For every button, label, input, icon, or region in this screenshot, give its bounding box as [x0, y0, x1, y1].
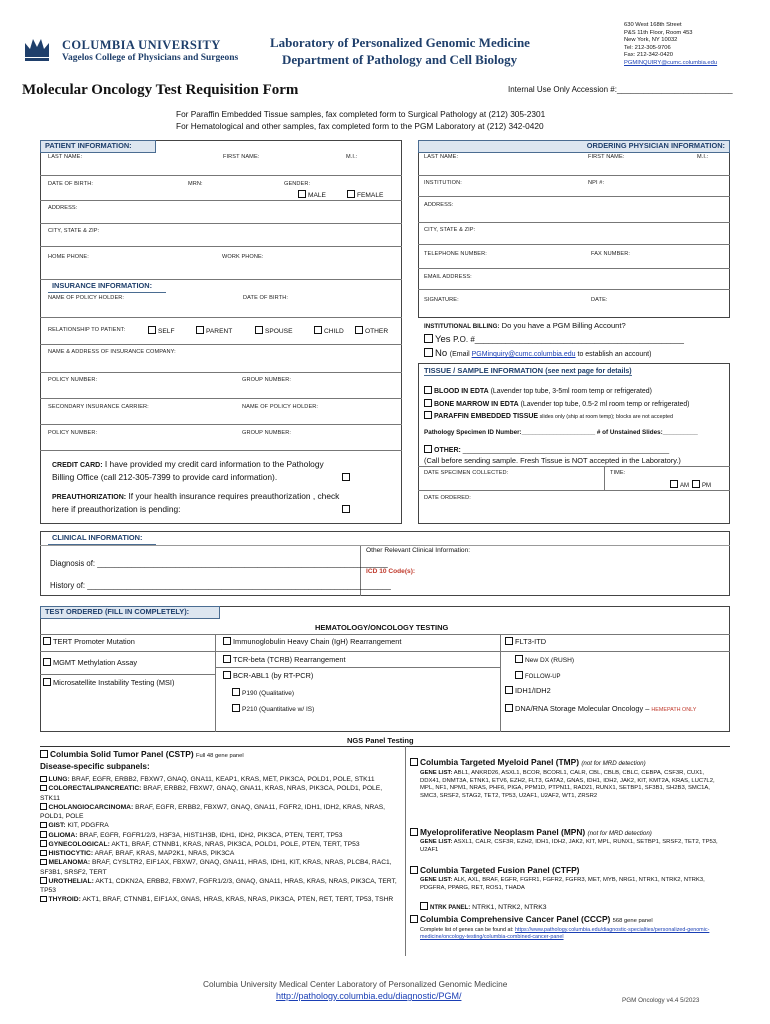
physician-mi-label: M.I.:: [697, 154, 709, 160]
form-version: PGM Oncology v4.4 5/2023: [622, 997, 700, 1004]
policy-number-label: POLICY NUMBER:: [48, 377, 98, 383]
policy-holder-label: NAME OF POLICY HOLDER:: [48, 295, 125, 301]
new-dx-checkbox[interactable]: [515, 655, 523, 663]
ntrk-checkbox[interactable]: [420, 902, 428, 910]
credit-card-checkbox[interactable]: [342, 473, 350, 481]
relationship-parent-option[interactable]: PARENT: [196, 326, 232, 336]
subpanel-checkbox[interactable]: [40, 822, 47, 829]
subpanel-checkbox[interactable]: [40, 803, 47, 810]
history-field[interactable]: History of: ______________________________________________________________________: [50, 581, 391, 590]
follow-up-checkbox[interactable]: [515, 671, 523, 679]
physician-last-name-label: LAST NAME:: [424, 154, 459, 160]
lab-address: [624, 22, 717, 67]
mgmt-option[interactable]: MGMT Methylation Assay: [43, 658, 137, 666]
fax-number-label: FAX NUMBER:: [591, 251, 631, 257]
pm-option[interactable]: PM: [692, 480, 711, 489]
subpanel-checkbox[interactable]: [40, 850, 47, 857]
ctfp-option[interactable]: Columbia Targeted Fusion Panel (CTFP): [410, 866, 579, 874]
disease-subpanels-label: Disease-specific subpanels:: [40, 762, 150, 771]
subpanel-option[interactable]: COLORECTAL/PANCREATIC: BRAF, ERBB2, FBXW7, GNAQ, GNA11, KRAS, NRAS, PIK3CA, POLD1, POLE, STK11: [40, 785, 383, 802]
npi-label: NPI #:: [588, 180, 605, 186]
policy-number-2-label: POLICY NUMBER:: [48, 430, 98, 436]
insurance-dob-label: DATE OF BIRTH:: [243, 295, 289, 301]
internal-use-accession: Internal Use Only Accession #:__________________________: [508, 85, 733, 94]
subpanel-checkbox[interactable]: [40, 831, 47, 838]
preauthorization-note: PREAUTHORIZATION: If your health insurance requires preauthorization , check: [52, 491, 340, 501]
clinical-info-header: CLINICAL INFORMATION:: [48, 533, 156, 545]
subpanel-list: [40, 775, 400, 905]
icd10-code-label: ICD 10 Code(s):: [366, 568, 416, 575]
address-line: P&S 11th Floor, Room 453: [624, 29, 693, 36]
address-line: 630 West 168th Street: [624, 22, 682, 28]
relationship-other-option[interactable]: OTHER: [355, 326, 388, 336]
dna-rna-storage-checkbox[interactable]: [505, 704, 513, 712]
footer-institution: Columbia University Medical Center Laboratory of Personalized Genomic Medicine: [203, 979, 508, 989]
relationship-spouse-option[interactable]: SPOUSE: [255, 326, 292, 336]
patient-city-label: CITY, STATE & ZIP:: [48, 228, 100, 234]
flt3-option[interactable]: FLT3-ITD: [505, 637, 546, 645]
patient-last-name-label: LAST NAME:: [48, 154, 83, 160]
fax-note-hematological: For Hematological and other samples, fax completed form to the PGM Laboratory at (212) 342-0420: [176, 121, 544, 131]
columbia-crown-icon: [22, 33, 52, 63]
billing-yes-checkbox[interactable]: [424, 334, 433, 343]
blood-edta-checkbox[interactable]: [424, 386, 432, 394]
igh-option[interactable]: Immunoglobulin Heavy Chain (IgH) Rearrangement: [223, 637, 401, 645]
ctfp-checkbox[interactable]: [410, 866, 418, 874]
work-phone-label: WORK PHONE:: [222, 254, 264, 260]
phone-line: Tel: 212-305-9706: [624, 44, 671, 51]
billing-no-checkbox[interactable]: [424, 348, 433, 357]
time-label: TIME:: [610, 470, 626, 476]
telephone-label: TELEPHONE NUMBER:: [424, 251, 487, 257]
subpanel-checkbox[interactable]: [40, 776, 47, 783]
tmp-option[interactable]: Columbia Targeted Myeloid Panel (TMP) (not for MRD detection): [410, 758, 646, 767]
patient-info-header: PATIENT INFORMATION:: [40, 140, 156, 153]
cccp-checkbox[interactable]: [410, 915, 418, 923]
bcr-abl1-checkbox[interactable]: [223, 671, 231, 679]
footer-pgm-link[interactable]: http://pathology.columbia.edu/diagnostic/PGM/: [276, 991, 462, 1001]
new-dx-option[interactable]: New DX (RUSH): [515, 655, 574, 665]
gender-male-option[interactable]: MALE: [298, 190, 326, 200]
date-label: DATE:: [591, 297, 608, 303]
other-relevant-clinical-label: Other Relevant Clinical Information:: [366, 547, 471, 554]
am-checkbox[interactable]: [670, 480, 678, 488]
subpanel-option[interactable]: GIST: KIT, PDGFRA: [40, 821, 400, 830]
child-checkbox[interactable]: [314, 326, 322, 334]
mpn-checkbox[interactable]: [410, 828, 418, 836]
flt3-checkbox[interactable]: [505, 637, 513, 645]
blood-edta-option[interactable]: BLOOD IN EDTA (Lavender top tube, 3-5ml room temp or refrigerated): [424, 386, 652, 396]
p210-checkbox[interactable]: [232, 704, 240, 712]
spouse-checkbox[interactable]: [255, 326, 263, 334]
subpanel-option[interactable]: LUNG: BRAF, EGFR, ERBB2, FBXW7, GNAQ, GNA11, KEAP1, KRAS, MET, PIK3CA, POLD1, POLE, STK11: [40, 775, 400, 784]
billing-no-option[interactable]: No (Email PGMinquiry@cumc.columbia.edu to establish an account): [424, 348, 651, 359]
tert-checkbox[interactable]: [43, 637, 51, 645]
secondary-carrier-label: SECONDARY INSURANCE CARRIER:: [48, 404, 149, 410]
mpn-option[interactable]: Myeloproliferative Neoplasm Panel (MPN) (not for MRD detection): [410, 828, 652, 837]
patient-mi-label: M.I.:: [346, 154, 358, 160]
bcr-abl1-option[interactable]: BCR-ABL1 (by RT-PCR): [223, 671, 313, 679]
credit-card-note: CREDIT CARD: I have provided my credit card information to the Pathology: [52, 459, 324, 469]
subpanel-option[interactable]: GLIOMA: BRAF, EGFR, FGFR1/2/3, H3F3A, HIST1H3B, IDH1, IDH2, PIK3CA, PTEN, TERT, TP53: [40, 831, 400, 840]
diagnosis-field[interactable]: Diagnosis of: ___________________________________________________________________: [50, 559, 388, 568]
cccp-gene-list-link[interactable]: Complete list of genes can be found at: https://www.pathology.columbia.edu/diagnostic-specialties/personalized-genomic-medicine/oncology-testing/columbia-combined-cancer-panel: [420, 927, 710, 941]
relationship-self-option[interactable]: SELF: [148, 326, 175, 336]
ngs-panel-header: NGS Panel Testing: [347, 736, 414, 745]
fax-line: Fax: 212-342-0420: [624, 52, 673, 59]
subpanel-option[interactable]: THYROID: AKT1, BRAF, CTNNB1, EIF1AX, GNAS, HRAS, KRAS, NRAS, PIK3CA, PTEN, RET, TERT, TP53, TSHR: [40, 895, 400, 904]
college-name: Vagelos College of Physicians and Surgeons: [62, 53, 239, 63]
form-title: Molecular Oncology Test Requisition Form: [22, 82, 299, 98]
bone-marrow-checkbox[interactable]: [424, 399, 432, 407]
idh-option[interactable]: IDH1/IDH2: [505, 686, 551, 694]
physician-address-label: ADDRESS:: [424, 202, 454, 208]
subpanel-checkbox[interactable]: [40, 840, 47, 847]
ctfp-gene-list: GENE LIST: ALK, AXL, BRAF, EGFR, FGFR1, FGFR2, FGFR3, MET, MYB, NRG1, NTRK1, NTRK2, NTRK3, PDGFRA, PPARG, RET, ROS1, THADA: [420, 877, 705, 891]
male-checkbox[interactable]: [298, 190, 306, 198]
subpanel-option[interactable]: CHOLANGIOCARCINOMA: BRAF, EGFR, ERBB2, FBXW7, GNAQ, GNA11, FGFR2, IDH1, IDH2, KRAS, NRAS, POLD1, POLE: [40, 803, 386, 820]
group-number-label: GROUP NUMBER:: [242, 377, 292, 383]
dna-rna-storage-option[interactable]: DNA/RNA Storage Molecular Oncology – HEMEPATH ONLY: [505, 704, 696, 713]
other-sample-option[interactable]: OTHER: _____________________________________________________: [424, 445, 669, 454]
billing-yes-option[interactable]: Yes P.O. #_______________________________________________: [424, 334, 684, 345]
preauthorization-note-2: here if preauthorization is pending:: [52, 504, 181, 514]
tert-promoter-option[interactable]: TERT Promoter Mutation: [43, 637, 135, 645]
p210-option[interactable]: P210 (Quantitative w/ IS): [232, 704, 314, 714]
credit-card-note-2: Billing Office (call 212-305-7399 to provide card information).: [52, 472, 278, 482]
patient-first-name-label: FIRST NAME:: [223, 154, 260, 160]
mpn-gene-list: GENE LIST: ASXL1, CALR, CSF3R, EZH2, IDH1, IDH2, JAK2, KIT, MPL, RUNX1, SETBP1, SRSF2, TET2, TP53, U2AF1: [420, 839, 718, 853]
date-collected-label: DATE SPECIMEN COLLECTED:: [424, 470, 509, 476]
cstp-checkbox[interactable]: [40, 750, 48, 758]
specimen-id-field[interactable]: Pathology Specimen ID Number:_____________________ # of Unstained Slides:__________: [424, 429, 698, 436]
insurance-info-header: INSURANCE INFORMATION:: [48, 281, 166, 293]
subpanel-checkbox[interactable]: [40, 785, 47, 792]
paraffin-tissue-checkbox[interactable]: [424, 411, 432, 419]
insurance-company-label: NAME & ADDRESS OF INSURANCE COMPANY:: [48, 349, 176, 355]
institutional-billing-question: INSTITUTIONAL BILLING: Do you have a PGM Billing Account?: [424, 321, 626, 330]
heme-onc-header: HEMATOLOGY/ONCOLOGY TESTING: [315, 623, 449, 632]
other-sample-checkbox[interactable]: [424, 445, 432, 453]
subpanel-option[interactable]: HISTIOCYTIC: ARAF, BRAF, KRAS, MAP2K1, NRAS, PIK3CA: [40, 849, 400, 858]
cccp-url-link[interactable]: https://www.pathology.columbia.edu/diagnostic-specialties/personalized-genomic-medicine/oncology-testing/columbia-combined-cancer-panel: [420, 927, 710, 941]
ordering-physician-header: ORDERING PHYSICIAN INFORMATION:: [418, 140, 730, 153]
gender-female-option[interactable]: FEMALE: [347, 190, 383, 200]
subpanel-option[interactable]: GYNECOLOGICAL: AKT1, BRAF, CTNNB1, KRAS, NRAS, PIK3CA, POLD1, POLE, PTEN, TERT, TP53: [40, 840, 400, 849]
date-ordered-label: DATE ORDERED:: [424, 495, 471, 501]
tests-ordered-header: TEST ORDERED (FILL IN COMPLETELY):: [40, 606, 220, 619]
cccp-option[interactable]: Columbia Comprehensive Cancer Panel (CCCP) 568 gene panel: [410, 915, 653, 925]
am-option[interactable]: AM: [670, 480, 689, 489]
tmp-gene-list: GENE LIST: ABL1, ANKRD26, ASXL1, BCOR, BCORL1, CALR, CBL, CBLB, CBLC, CEBPA, CSF3R, CUX1, DDX41, DNMT3A, ETNK1, ETV6, EZH2, FLT3, GATA2, GNAS, IDH1, IDH2, JAK2, KIT, KMT2A, KRAS, LUC7L2, MPL, NF1, NPM1, NRAS, PHF6, PIGA, PPM1D, PTPN11, RAD21, RUNX1, SETBP1, SF3B1, SH2B3, SMC1A, SMC3, SRSF2, STAG2, TET2, TP53, U2AF1, U2AF2, WT1, ZRSR2: [420, 770, 715, 800]
female-checkbox[interactable]: [347, 190, 355, 198]
igh-checkbox[interactable]: [223, 637, 231, 645]
idh-checkbox[interactable]: [505, 686, 513, 694]
secondary-policy-holder-label: NAME OF POLICY HOLDER:: [242, 404, 319, 410]
physician-city-label: CITY, STATE & ZIP:: [424, 227, 476, 233]
subpanel-option[interactable]: UROTHELIAL: AKT1, CDKN2A, ERBB2, FBXW7, FGFR1/2/3, GNAQ, GNA11, HRAS, KRAS, NRAS, PIK3CA, TERT, TP53: [40, 877, 397, 894]
fresh-tissue-note: (Call before sending sample. Fresh Tissue is NOT accepted in the Laboratory.): [424, 456, 681, 465]
inquiry-email-link[interactable]: PGMINQUIRY@cumc.columbia.edu: [624, 59, 718, 66]
tissue-header: TISSUE / SAMPLE INFORMATION (see next page for details): [424, 366, 632, 375]
tmp-checkbox[interactable]: [410, 758, 418, 766]
patient-mrn-label: MRN:: [188, 181, 203, 187]
msi-checkbox[interactable]: [43, 678, 51, 686]
msi-option[interactable]: Microsatellite Instability Testing (MSI): [43, 678, 174, 686]
patient-address-label: ADDRESS:: [48, 205, 78, 211]
home-phone-label: HOME PHONE:: [48, 254, 89, 260]
fax-note-paraffin: For Paraffin Embedded Tissue samples, fax completed form to Surgical Pathology at (212) 305-2301: [176, 109, 546, 119]
po-number-field[interactable]: P.O. #_______________________________________________: [453, 335, 684, 344]
address-line: New York, NY 10032: [624, 37, 678, 44]
signature-label: SIGNATURE:: [424, 297, 459, 303]
relationship-label: RELATIONSHIP TO PATIENT:: [48, 327, 126, 333]
pm-checkbox[interactable]: [692, 480, 700, 488]
other-checkbox[interactable]: [355, 326, 363, 334]
paraffin-tissue-option[interactable]: PARAFFIN EMBEDDED TISSUE slides only (ship at room temp); blocks are not accepted: [424, 411, 673, 420]
group-number-2-label: GROUP NUMBER:: [242, 430, 292, 436]
bone-marrow-option[interactable]: BONE MARROW IN EDTA (Lavender top tube, 0.5-2 ml room temp or refrigerated): [424, 399, 689, 409]
subpanel-checkbox[interactable]: [40, 859, 47, 866]
subpanel-checkbox[interactable]: [40, 896, 47, 903]
patient-gender-label: GENDER:: [284, 181, 311, 187]
physician-first-name-label: FIRST NAME:: [588, 154, 625, 160]
follow-up-option[interactable]: FOLLOW-UP: [515, 671, 561, 680]
p190-checkbox[interactable]: [232, 688, 240, 696]
self-checkbox[interactable]: [148, 326, 156, 334]
ntrk-option[interactable]: NTRK PANEL: NTRK1, NTRK2, NTRK3: [420, 902, 547, 912]
tcrb-option[interactable]: TCR-beta (TCRB) Rearrangement: [223, 655, 346, 663]
dept-name: Department of Pathology and Cell Biology: [282, 52, 518, 67]
patient-dob-label: DATE OF BIRTH:: [48, 181, 94, 187]
university-name: COLUMBIA UNIVERSITY: [62, 38, 221, 52]
subpanel-option[interactable]: MELANOMA: BRAF, CYSLTR2, EIF1AX, FBXW7, GNAQ, GNA11, HRAS, IDH1, KIT, KRAS, NRAS, PLCB4, RAC1, SF3B1, SRSF2, TERT: [40, 859, 392, 876]
institution-label: INSTITUTION:: [424, 180, 462, 186]
p190-option[interactable]: P190 (Qualitative): [232, 688, 294, 698]
tcrb-checkbox[interactable]: [223, 655, 231, 663]
mgmt-checkbox[interactable]: [43, 658, 51, 666]
cstp-option[interactable]: Columbia Solid Tumor Panel (CSTP) Full 48 gene panel: [40, 750, 244, 760]
relationship-child-option[interactable]: CHILD: [314, 326, 344, 336]
lab-name: Laboratory of Personalized Genomic Medicine: [270, 35, 530, 50]
preauthorization-checkbox[interactable]: [342, 505, 350, 513]
email-address-label: EMAIL ADDRESS:: [424, 274, 472, 280]
billing-email-link[interactable]: PGMinquiry@cumc.columbia.edu: [471, 351, 576, 358]
parent-checkbox[interactable]: [196, 326, 204, 334]
subpanel-checkbox[interactable]: [40, 877, 47, 884]
